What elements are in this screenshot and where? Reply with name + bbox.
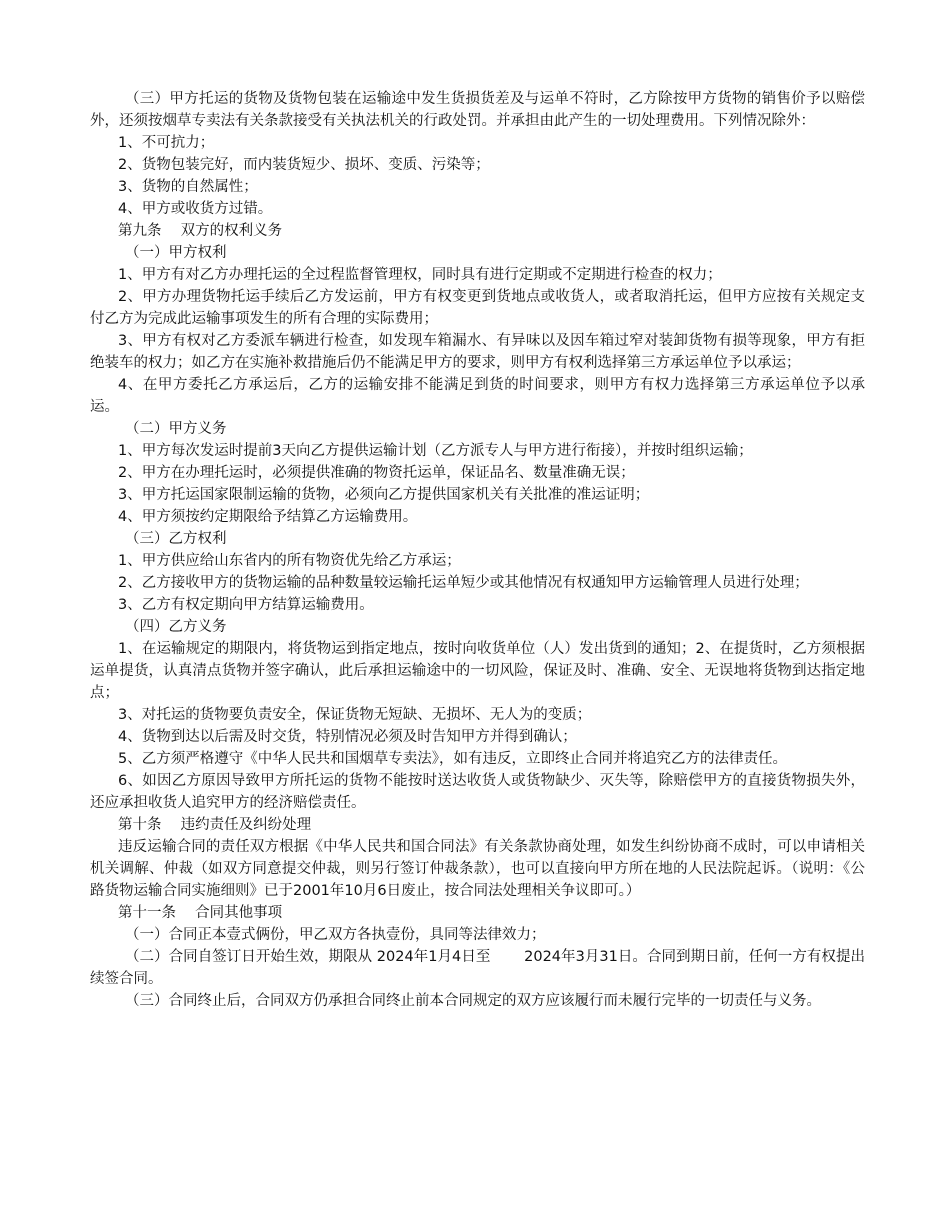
exception-item-1: 1、不可抗力；	[118, 135, 215, 151]
exception-item-4: 4、甲方或收货方过错。	[118, 201, 273, 217]
article-9-heading: 第九条 双方的权利义务	[118, 223, 283, 239]
party-b-right-3: 3、乙方有权定期向甲方结算运输费用。	[118, 597, 374, 613]
party-a-right-3: 3、甲方有权对乙方委派车辆进行检查，如发现车箱漏水、有异味以及因车箱过窄对装卸货物有损等现象，甲方有拒绝装车的权力；如乙方在实施补救措施后仍不能满足甲方的要求，则甲方有权利选择第三方承运单位予以承运；	[90, 333, 865, 371]
party-b-duty-5: 5、乙方须严格遵守《中华人民共和国烟草专卖法》，如有违反，立即终止合同并将追究乙方的法律责任。	[118, 751, 787, 767]
section-party-b-rights-heading: （三）乙方权利	[125, 531, 227, 547]
party-a-right-4: 4、在甲方委托乙方承运后，乙方的运输安排不能满足到货的时间要求，则甲方有权力选择第三方承运单位予以承运。	[90, 377, 865, 415]
party-a-duty-4: 4、甲方须按约定期限给予结算乙方运输费用。	[118, 509, 418, 525]
article-11-item-2: （二）合同自签订日开始生效，期限从 2024年1月4日至 2024年3月31日。合同到期日前，任何一方有权提出续签合同。	[90, 949, 865, 987]
party-b-duty-4: 4、货物到达以后需及时交货，特别情况必须及时告知甲方并得到确认；	[118, 729, 577, 745]
party-b-duty-3: 3、对托运的货物要负责安全，保证货物无短缺、无损坏、无人为的变质；	[118, 707, 592, 723]
article-11-item-1: （一）合同正本壹式俩份，甲乙双方各执壹份，具同等法律效力；	[125, 927, 546, 943]
party-a-duty-2: 2、甲方在办理托运时，必须提供准确的物资托运单，保证品名、数量准确无误；	[118, 465, 635, 481]
article-10-heading: 第十条 违约责任及纠纷处理	[118, 817, 312, 833]
party-b-right-1: 1、甲方供应给山东省内的所有物资优先给乙方承运；	[118, 553, 461, 569]
article-10-body: 违反运输合同的责任双方根据《中华人民共和国合同法》有关条款协商处理，如发生纠纷协商不成时，可以申请相关机关调解、仲裁（如双方同意提交仲裁，则另行签订仲裁条款），也可以直接向甲方所在地的人民法院起诉。（说明：《公路货物运输合同实施细则》已于2001年10月6日废止，按合同法处理相关争议即可。）	[90, 839, 865, 899]
exception-item-3: 3、货物的自然属性；	[118, 179, 258, 195]
party-b-duty-1-2: 1、在运输规定的期限内，将货物运到指定地点，按时向收货单位（人）发出货到的通知；2、在提货时，乙方须根据运单提货，认真清点货物并签字确认，此后承担运输途中的一切风险，保证及时、准确、安全、无误地将货物到达指定地点；	[90, 641, 865, 701]
section-party-b-duties-heading: （四）乙方义务	[125, 619, 227, 635]
paragraph-clause-3-liability: （三）甲方托运的货物及货物包装在运输途中发生货损货差及与运单不符时，乙方除按甲方货物的销售价予以赔偿外，还须按烟草专卖法有关条款接受有关执法机关的行政处罚。并承担由此产生的一切处理费用。下列情况除外：	[90, 91, 865, 129]
article-11-item-3: （三）合同终止后，合同双方仍承担合同终止前本合同规定的双方应该履行而未履行完毕的一切责任与义务。	[125, 993, 821, 1009]
party-a-right-2: 2、甲方办理货物托运手续后乙方发运前，甲方有权变更到货地点或收货人，或者取消托运，但甲方应按有关规定支付乙方为完成此运输事项发生的所有合理的实际费用；	[90, 289, 865, 327]
contract-document-body	[90, 88, 865, 1012]
party-a-right-1: 1、甲方有对乙方办理托运的全过程监督管理权，同时具有进行定期或不定期进行检查的权力；	[118, 267, 722, 283]
party-a-duty-3: 3、甲方托运国家限制运输的货物，必须向乙方提供国家机关有关批准的准运证明；	[118, 487, 650, 503]
party-b-right-2: 2、乙方接收甲方的货物运输的品种数量较运输托运单短少或其他情况有权通知甲方运输管理人员进行处理；	[118, 575, 809, 591]
exception-item-2: 2、货物包装完好，而内装货短少、损坏、变质、污染等；	[118, 157, 490, 173]
section-party-a-rights-heading: （一）甲方权利	[125, 245, 227, 261]
section-party-a-duties-heading: （二）甲方义务	[125, 421, 227, 437]
party-b-duty-6: 6、如因乙方原因导致甲方所托运的货物不能按时送达收货人或货物缺少、灭失等，除赔偿甲方的直接货物损失外，还应承担收货人追究甲方的经济赔偿责任。	[90, 773, 865, 811]
article-11-heading: 第十一条 合同其他事项	[118, 905, 283, 921]
party-a-duty-1: 1、甲方每次发运时提前3天向乙方提供运输计划（乙方派专人与甲方进行衔接），并按时组织运输；	[118, 443, 753, 459]
